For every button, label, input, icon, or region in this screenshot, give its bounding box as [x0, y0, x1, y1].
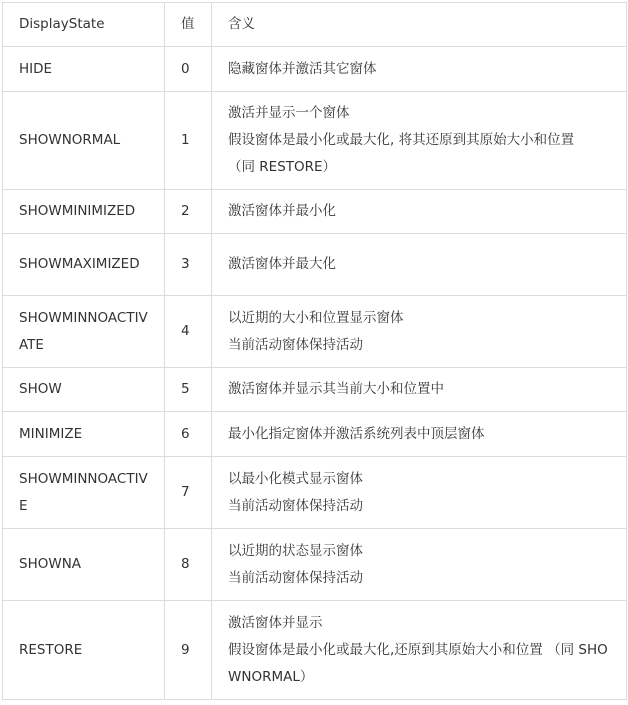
meaning-line: 激活窗体并显示 — [228, 614, 323, 631]
meaning-line: 最小化指定窗体并激活系统列表中顶层窗体 — [228, 425, 485, 442]
meaning-line: 激活窗体并最小化 — [228, 203, 336, 219]
meaning-line: 当前活动窗体保持活动 — [228, 497, 363, 514]
header-cell-displaystate: DisplayState — [3, 3, 165, 47]
cell-displaystate: RESTORE — [3, 601, 165, 700]
cell-meaning — [212, 457, 627, 529]
meaning-line: 假设窗体是最小化或最大化,还原到其原始大小和位置 （同 SHOWNORMAL） — [228, 641, 608, 685]
cell-meaning — [212, 92, 627, 190]
header-cell-meaning: 含义 — [212, 3, 627, 47]
table-row — [3, 457, 627, 529]
meaning-line: 隐藏窗体并激活其它窗体 — [228, 60, 377, 77]
header-cell-value: 值 — [165, 3, 212, 47]
cell-value: 1 — [165, 92, 212, 190]
cell-displaystate: SHOWMAXIMIZED — [3, 234, 165, 296]
cell-displaystate: SHOWMINIMIZED — [3, 190, 165, 234]
cell-value: 9 — [165, 601, 212, 700]
table-row — [3, 296, 627, 368]
cell-meaning — [212, 190, 627, 234]
header-row — [3, 3, 627, 47]
table-row — [3, 601, 627, 700]
cell-meaning — [212, 47, 627, 92]
cell-meaning — [212, 601, 627, 700]
meaning-line: 以近期的状态显示窗体 — [228, 542, 363, 559]
cell-value: 5 — [165, 368, 212, 412]
meaning-line: （同 RESTORE） — [228, 159, 337, 175]
cell-value: 2 — [165, 190, 212, 234]
cell-value: 4 — [165, 296, 212, 368]
table-row — [3, 529, 627, 601]
cell-displaystate: SHOWNA — [3, 529, 165, 601]
meaning-line: 当前活动窗体保持活动 — [228, 569, 363, 586]
table-row — [3, 190, 627, 234]
cell-meaning — [212, 368, 627, 412]
meaning-line: 激活并显示一个窗体 — [228, 105, 350, 121]
cell-meaning — [212, 234, 627, 296]
meaning-line: 激活窗体并显示其当前大小和位置中 — [228, 381, 444, 397]
cell-meaning — [212, 412, 627, 457]
cell-displaystate: HIDE — [3, 47, 165, 92]
cell-displaystate: SHOW — [3, 368, 165, 412]
cell-meaning — [212, 296, 627, 368]
meaning-line: 假设窗体是最小化或最大化, 将其还原到其原始大小和位置 — [228, 132, 575, 148]
cell-value: 3 — [165, 234, 212, 296]
cell-value: 0 — [165, 47, 212, 92]
table-row — [3, 368, 627, 412]
meaning-line: 以最小化模式显示窗体 — [228, 470, 363, 487]
display-state-table — [2, 2, 627, 700]
meaning-line: 激活窗体并最大化 — [228, 256, 336, 272]
cell-value: 6 — [165, 412, 212, 457]
meaning-line: 以近期的大小和位置显示窗体 — [228, 309, 404, 326]
cell-displaystate: MINIMIZE — [3, 412, 165, 457]
cell-meaning — [212, 529, 627, 601]
cell-displaystate: SHOWNORMAL — [3, 92, 165, 190]
table-body — [3, 3, 627, 700]
table-row — [3, 92, 627, 190]
cell-displaystate: SHOWMINNOACTIVE — [3, 457, 165, 529]
cell-displaystate: SHOWMINNOACTIVATE — [3, 296, 165, 368]
cell-value: 7 — [165, 457, 212, 529]
meaning-line: 当前活动窗体保持活动 — [228, 336, 363, 353]
cell-value: 8 — [165, 529, 212, 601]
table-row — [3, 412, 627, 457]
table-row — [3, 47, 627, 92]
table-row — [3, 234, 627, 296]
